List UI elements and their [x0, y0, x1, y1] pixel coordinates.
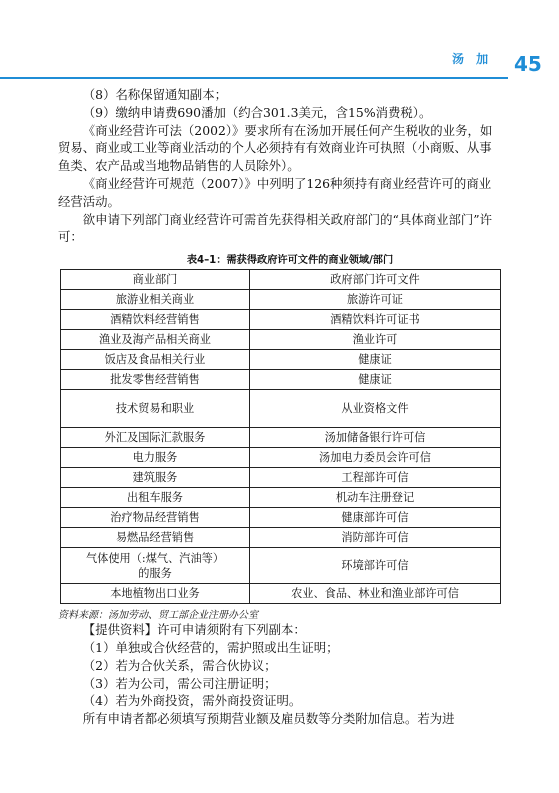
table-cell-sector: 酒精饮料经营销售 — [61, 310, 250, 330]
table-cell-permit: 健康证 — [250, 350, 501, 370]
docs-item-4: （4）若为外商投资，需外商投资证明。 — [82, 693, 302, 709]
table-cell-sector: 出租车服务 — [61, 488, 250, 508]
table-cell-sector: 易燃品经营销售 — [61, 528, 250, 548]
table-cell-sector: 外汇及国际汇款服务 — [61, 428, 250, 448]
docs-heading-label: 提供资料 — [95, 622, 145, 638]
table-cell-sector: 旅游业相关商业 — [61, 290, 250, 310]
table-row — [61, 390, 501, 428]
table-cell-permit: 酒精饮料许可证书 — [250, 310, 501, 330]
table-cell-sector: 技术贸易和职业 — [61, 390, 250, 428]
table-cell-sector: 治疗物品经营销售 — [61, 508, 250, 528]
table-cell-permit: 汤加电力委员会许可信 — [250, 448, 501, 468]
table-cell-permit: 汤加储备银行许可信 — [250, 428, 501, 448]
table-cell-sector: 饭店及食品相关行业 — [61, 350, 250, 370]
page-number: 45 — [514, 52, 542, 76]
bracket-open: 【 — [82, 622, 96, 638]
table-source: 资料来源：汤加劳动、贸工部企业注册办公室 — [58, 610, 258, 622]
table-title: 表4–1：需获得政府许可文件的商业领域/部门 — [186, 255, 394, 267]
docs-heading — [58, 621, 502, 639]
table-cell-permit: 旅游许可证 — [250, 290, 501, 310]
table-cell-sector-line1: 气体使用（:煤气、汽油等） — [85, 551, 225, 565]
table-row — [61, 528, 501, 548]
list-item-9: （9）缴纳申请费690潘加（约合301.3美元，含15%消费税）。 — [82, 104, 432, 120]
table-row — [61, 468, 501, 488]
table-cell-permit: 农业、食品、林业和渔业部许可信 — [250, 584, 501, 604]
table-cell-permit: 环境部许可信 — [250, 548, 501, 584]
docs-item-2: （2）若为合伙关系，需合伙协议； — [82, 657, 277, 673]
closing-paragraph: 所有申请者都必须填写预期营业额及雇员数等分类附加信息。若为进 — [82, 711, 455, 727]
table-row — [61, 350, 501, 370]
license-table — [60, 269, 501, 604]
table-row — [61, 270, 501, 290]
docs-item-1: （1）单独或合伙经营的，需护照或出生证明； — [82, 639, 339, 655]
table-cell-sector: 商业部门 — [61, 270, 250, 290]
table-cell-permit: 政府部门许可文件 — [250, 270, 501, 290]
table-cell-sector-line2: 的服务 — [138, 566, 172, 580]
table-row — [61, 548, 501, 584]
table-cell-sector: 建筑服务 — [61, 468, 250, 488]
page-content — [58, 86, 502, 728]
docs-heading-text: 】许可申请须附有下列副本： — [144, 622, 306, 638]
table-row — [61, 290, 501, 310]
table-row — [61, 370, 501, 390]
running-header: 汤 加 — [452, 52, 493, 66]
table-row — [61, 488, 501, 508]
table-cell-sector — [61, 548, 250, 584]
table-cell-permit: 健康部许可信 — [250, 508, 501, 528]
table-row — [61, 508, 501, 528]
paragraph-rules: 《商业经营许可规范（2007）》中列明了126种须持有商业经营许可的商业经营活动。 — [58, 175, 492, 209]
table-cell-sector: 本地植物出口业务 — [61, 584, 250, 604]
table-cell-sector: 电力服务 — [61, 448, 250, 468]
table-row — [61, 330, 501, 350]
table-cell-permit: 消防部许可信 — [250, 528, 501, 548]
docs-item-3: （3）若为公司，需公司注册证明； — [82, 675, 277, 691]
table-cell-permit: 从业资格文件 — [250, 390, 501, 428]
table-cell-permit: 健康证 — [250, 370, 501, 390]
table-cell-permit: 机动车注册登记 — [250, 488, 501, 508]
table-row — [61, 584, 501, 604]
list-item-8: （8）名称保留通知副本； — [82, 87, 227, 102]
table-cell-permit: 渔业许可 — [250, 330, 501, 350]
table-cell-sector: 渔业及海产品相关商业 — [61, 330, 250, 350]
table-row — [61, 310, 501, 330]
table-cell-permit: 工程部许可信 — [250, 468, 501, 488]
paragraph-intro: 欲申请下列部门商业经营许可需首先获得相关政府部门的“具体商业部门”许可： — [58, 211, 492, 245]
table-cell-sector: 批发零售经营销售 — [61, 370, 250, 390]
table-row — [61, 448, 501, 468]
paragraph-law: 《商业经营许可法（2002）》要求所有在汤加开展任何产生税收的业务，如贸易、商业或工业等商业活动的个人必须持有有效商业许可执照（小商贩、从事鱼类、农产品或当地物品销售的人员除外）。 — [58, 122, 493, 174]
header-rule — [0, 77, 508, 79]
table-row — [61, 428, 501, 448]
